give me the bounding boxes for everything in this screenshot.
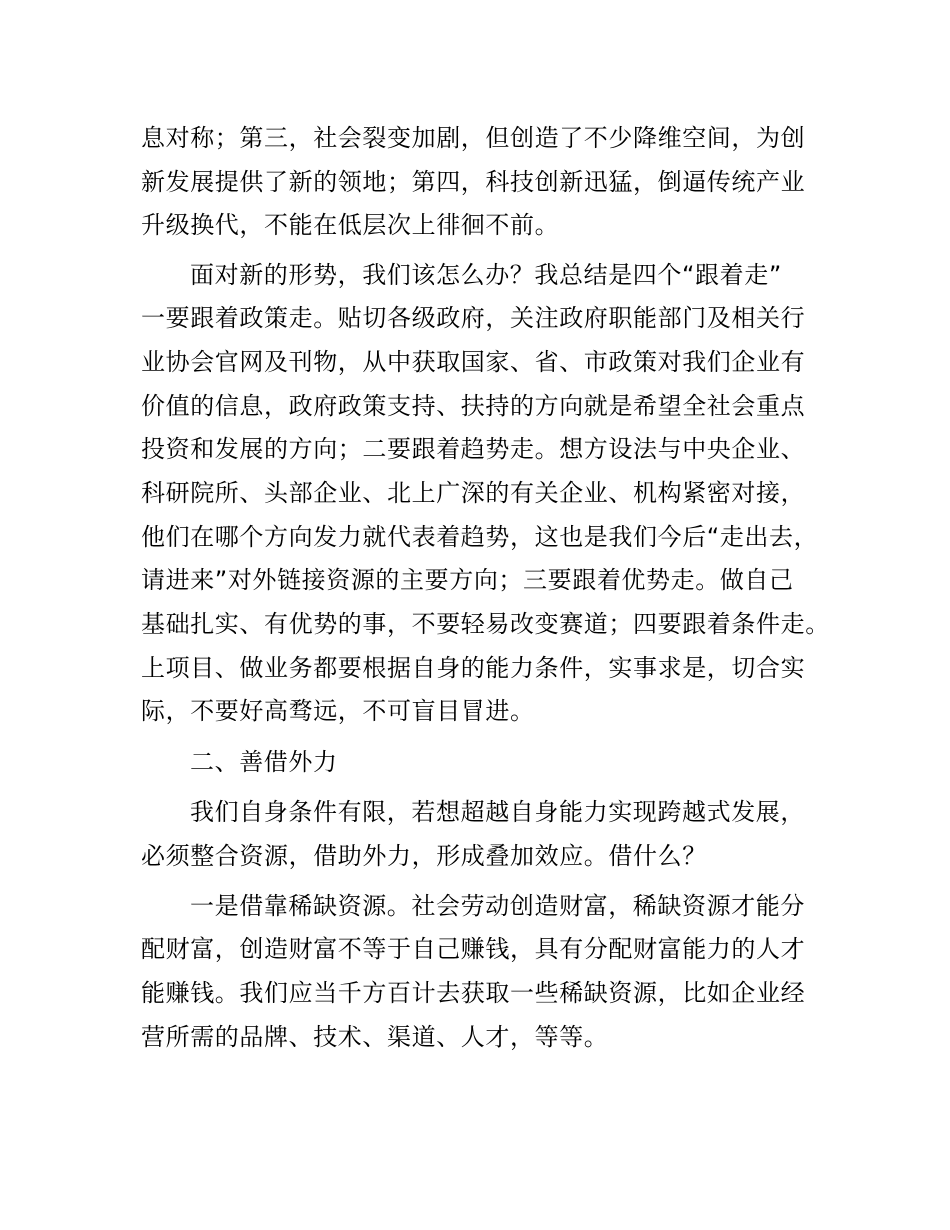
text-line: 他们在哪个方向发力就代表着趋势，这也是我们今后“走出去， [141,523,819,551]
text-line: 价值的信息，政府政策支持、扶持的方向就是希望全社会重点 [141,392,806,420]
text-line: 必须整合资源，借助外力，形成叠加效应。借什么？ [141,842,707,870]
text-line: 一是借靠稀缺资源。社会劳动创造财富，稀缺资源才能分 [190,892,805,920]
text-line: 我们自身条件有限，若想超越自身能力实现跨越式发展， [190,798,805,826]
text-line: 息对称；第三，社会裂变加剧，但创造了不少降维空间，为创 [141,124,806,152]
text-line: 基础扎实、有优势的事，不要轻易改变赛道；四要跟着条件走。 [141,610,830,638]
text-line: 一要跟着政策走。贴切各级政府，关注政府职能部门及相关行 [141,304,806,332]
text-line: 上项目、做业务都要根据自身的能力条件，实事求是，切合实 [141,654,806,682]
text-line: 业协会官网及刊物，从中获取国家、省、市政策对我们企业有 [141,348,806,376]
text-line: 能赚钱。我们应当千方百计去获取一些稀缺资源，比如企业经 [141,979,806,1007]
text-line: 科研院所、头部企业、北上广深的有关企业、机构紧密对接， [141,479,806,507]
section-heading: 二、善借外力 [190,748,338,776]
text-line: 新发展提供了新的领地；第四，科技创新迅猛，倒逼传统产业 [141,168,806,196]
text-line: 请进来”对外链接资源的主要方向；三要跟着优势走。做自己 [141,566,794,594]
text-line: 升级换代，不能在低层次上徘徊不前。 [141,211,560,239]
text-line: 际，不要好高骛远，不可盲目冒进。 [141,697,535,725]
text-line: 面对新的形势，我们该怎么办？我总结是四个“跟着走” [190,261,782,289]
text-line: 投资和发展的方向；二要跟着趋势走。想方设法与中央企业、 [141,435,806,463]
text-line: 营所需的品牌、技术、渠道、人才，等等。 [141,1023,609,1051]
text-line: 配财富，创造财富不等于自己赚钱，具有分配财富能力的人才 [141,935,806,963]
